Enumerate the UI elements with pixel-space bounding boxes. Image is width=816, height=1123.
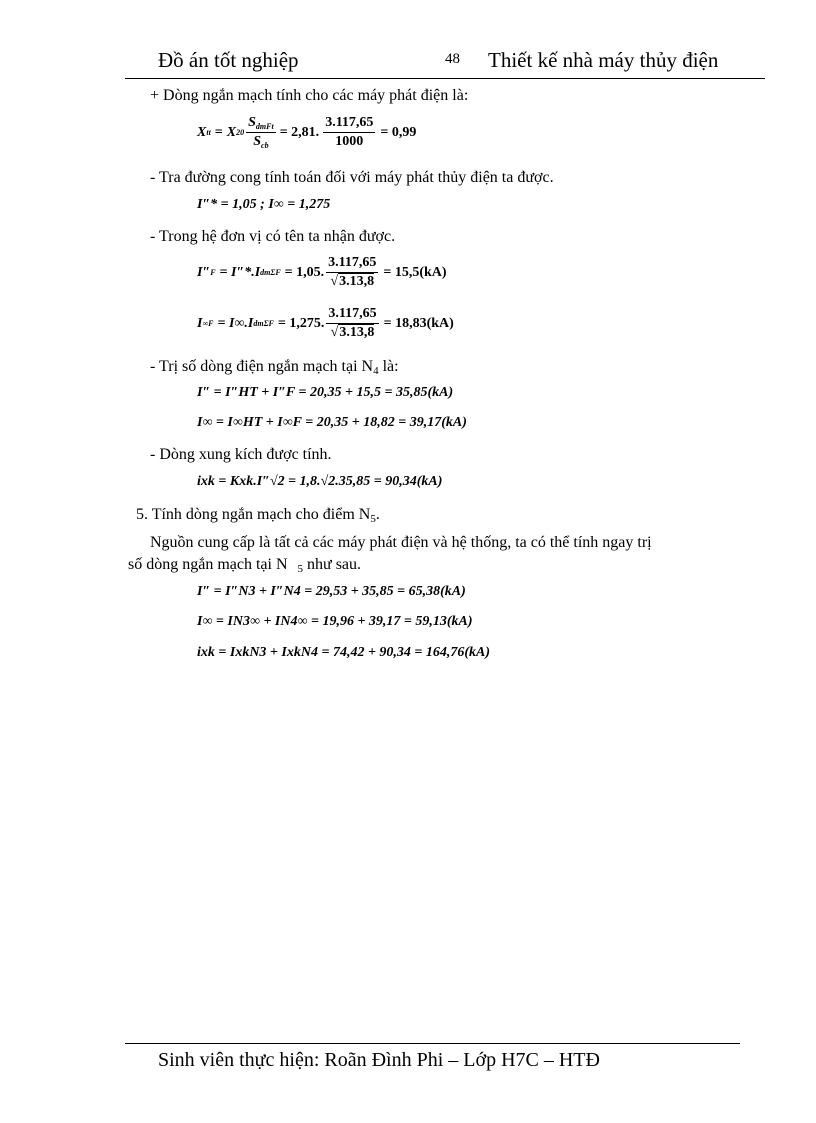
eq4-rhs-sub: dmΣF bbox=[253, 319, 274, 328]
para2-text: số dòng ngắn mạch tại N bbox=[128, 556, 288, 573]
line-generator-current: + Dòng ngắn mạch tính cho các máy phát điện là: bbox=[150, 87, 469, 104]
eq4-fraction: $\frac{3.117,65}{√3.13,8}$ bbox=[328, 306, 377, 340]
eq3-result: = 15,5(kA) bbox=[383, 264, 447, 280]
paragraph-line-2 bbox=[128, 556, 361, 575]
eq1-f2-num: 3.117,65 bbox=[323, 115, 375, 133]
eq1-eq: = bbox=[214, 124, 223, 140]
line4-tail: là: bbox=[378, 358, 399, 375]
eq3-lhs-sub: F bbox=[210, 268, 216, 277]
paragraph-line-1: Nguồn cung cấp là tất cả các máy phát điện và hệ thống, ta có thể tính ngay trị bbox=[150, 534, 652, 551]
eq1-mid: = 2,81. bbox=[279, 124, 320, 140]
header-right-title: Thiết kế nhà máy thủy điện bbox=[488, 48, 719, 72]
eq4-den: .13,8 bbox=[346, 325, 375, 340]
equation-relative-currents: I″* = 1,05 ; I∞ = 1,275 bbox=[197, 197, 331, 212]
para2-tail: như sau. bbox=[303, 556, 362, 573]
equation-if-initial bbox=[197, 255, 447, 290]
eq3-lhs: I″ bbox=[197, 264, 211, 280]
eq1-f1-den: S bbox=[253, 134, 262, 149]
eq4-result: = 18,83(kA) bbox=[383, 315, 454, 331]
eq1-f2-den: 1000 bbox=[335, 134, 364, 149]
equation-n5-steady: I∞ = IN3∞ + IN4∞ = 19,96 + 39,17 = 59,13(kA) bbox=[197, 614, 473, 629]
footer-student-info: Sinh viên thực hiện: Roãn Đình Phi – Lớp H7C – HTĐ bbox=[158, 1049, 600, 1071]
equation-n4-impulse: ixk = Kxk.I″√2 = 1,8.√2.35,85 = 90,34(kA) bbox=[197, 474, 443, 489]
equation-n4-steady: I∞ = I∞HT + I∞F = 20,35 + 18,82 = 39,17(kA) bbox=[197, 415, 467, 430]
eq4-num: 3.117,65 bbox=[326, 306, 378, 324]
eq3-rhs-sub: dmΣF bbox=[260, 268, 281, 277]
equation-n5-impulse: ixk = IxkN3 + IxkN4 = 74,42 + 90,34 = 164,76(kA) bbox=[197, 645, 491, 660]
line6-sub: 5 bbox=[370, 513, 376, 525]
section-n5-heading bbox=[136, 506, 380, 525]
eq3-fraction: $\frac{3.117,65}{√3.13,8}$ bbox=[328, 255, 377, 289]
eq3-num: 3.117,65 bbox=[326, 255, 378, 273]
eq4-lhs: I bbox=[197, 315, 203, 331]
equation-n4-initial: I″ = I″HT + I″F = 20,35 + 15,5 = 35,85(kA) bbox=[197, 385, 454, 400]
line-n4-current bbox=[150, 358, 399, 377]
eq4-lhs-sub: ∞F bbox=[202, 319, 214, 328]
eq3-rhs: = I″*.I bbox=[219, 264, 261, 280]
eq1-x-sub: 20 bbox=[236, 128, 245, 137]
eq4-mid: = 1,275. bbox=[277, 315, 325, 331]
eq1-fraction-1 bbox=[246, 115, 276, 150]
page-number: 48 bbox=[445, 51, 460, 67]
footer-rule bbox=[125, 1043, 740, 1044]
eq1-f1-num: S bbox=[248, 115, 256, 130]
eq3-den: .13,8 bbox=[346, 274, 375, 289]
header-left-title: Đồ án tốt nghiệp bbox=[158, 48, 299, 72]
eq3-den-root: 3 bbox=[339, 274, 347, 289]
line4-text: - Trị số dòng điện ngắn mạch tại N bbox=[150, 358, 374, 375]
para2-sub: 5 bbox=[297, 563, 304, 575]
line-named-units: - Trong hệ đơn vị có tên ta nhận được. bbox=[150, 228, 396, 245]
eq4-den-root: 3 bbox=[339, 325, 347, 340]
line6-tail: . bbox=[375, 506, 380, 523]
line-lookup-curve: - Tra đường cong tính toán đối với máy phát thủy điện ta được. bbox=[150, 169, 554, 186]
equation-n5-initial: I″ = I″N3 + I″N4 = 29,53 + 35,85 = 65,38(kA) bbox=[197, 584, 466, 599]
eq1-f1-den-sub: cb bbox=[261, 141, 269, 150]
eq1-f1-num-sub: dmFt bbox=[255, 122, 274, 131]
eq1-lhs-sub: tt bbox=[206, 128, 211, 137]
line4-sub: 4 bbox=[373, 365, 379, 377]
line-impulse-current: - Dòng xung kích được tính. bbox=[150, 446, 332, 463]
line6-text: 5. Tính dòng ngắn mạch cho điểm N bbox=[136, 506, 371, 523]
equation-if-steady bbox=[197, 306, 454, 341]
eq1-fraction-2 bbox=[323, 115, 375, 150]
eq3-mid: = 1,05. bbox=[284, 264, 325, 280]
eq1-result: = 0,99 bbox=[380, 124, 417, 140]
equation-xtt bbox=[197, 115, 416, 150]
eq4-rhs: = I∞.I bbox=[217, 315, 254, 331]
eq1-x: X bbox=[226, 124, 237, 140]
header-rule bbox=[125, 78, 765, 79]
eq1-lhs: X bbox=[197, 124, 207, 140]
